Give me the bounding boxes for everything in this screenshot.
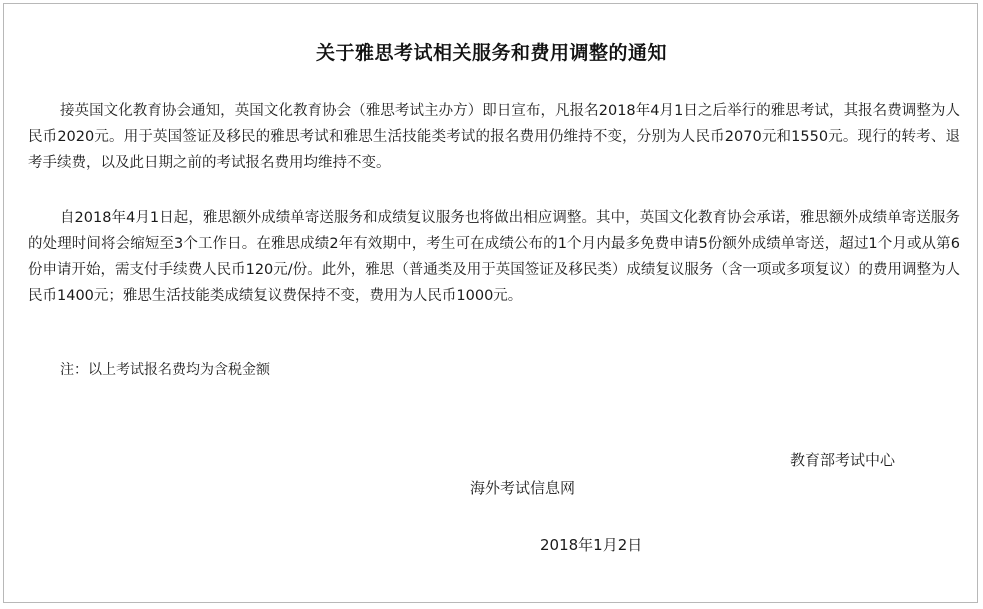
paragraph-registration-fee: 接英国文化教育协会通知，英国文化教育协会（雅思考试主办方）即日宣布，凡报名2018年4月1日之后举行的雅思考试，其报名费调整为人民币2020元。用于英国签证及移民的雅思考试和雅思生活技能类考试的报名费用仍维持不变，分别为人民币2070元和1550元。现行的转考、退考手续费，以及此日期之前的考试报名费用均维持不变。 [28, 103, 960, 171]
signature-website: 海外考试信息网 [470, 479, 576, 497]
paragraph-service-adjustment: 自2018年4月1日起，雅思额外成绩单寄送服务和成绩复议服务也将做出相应调整。其中，英国文化教育协会承诺，雅思额外成绩单寄送服务的处理时间将会缩短至3个工作日。在雅思成绩2年有效期中，考生可在成绩公布的1个月内最多免费申请5份额外成绩单寄送，超过1个月或从第6份申请开始，需支付手续费人民币120元/份。此外，雅思（普通类及用于英国签证及移民类）成绩复议服务（含一项或多项复议）的费用调整为人民币1400元；雅思生活技能类成绩复议费保持不变，费用为人民币1000元。 [28, 210, 960, 304]
page-title: 关于雅思考试相关服务和费用调整的通知 [315, 42, 667, 64]
signature-date: 2018年1月2日 [540, 536, 643, 554]
tax-note: 注：以上考试报名费均为含税金额 [60, 362, 270, 378]
signature-organization: 教育部考试中心 [790, 451, 896, 469]
